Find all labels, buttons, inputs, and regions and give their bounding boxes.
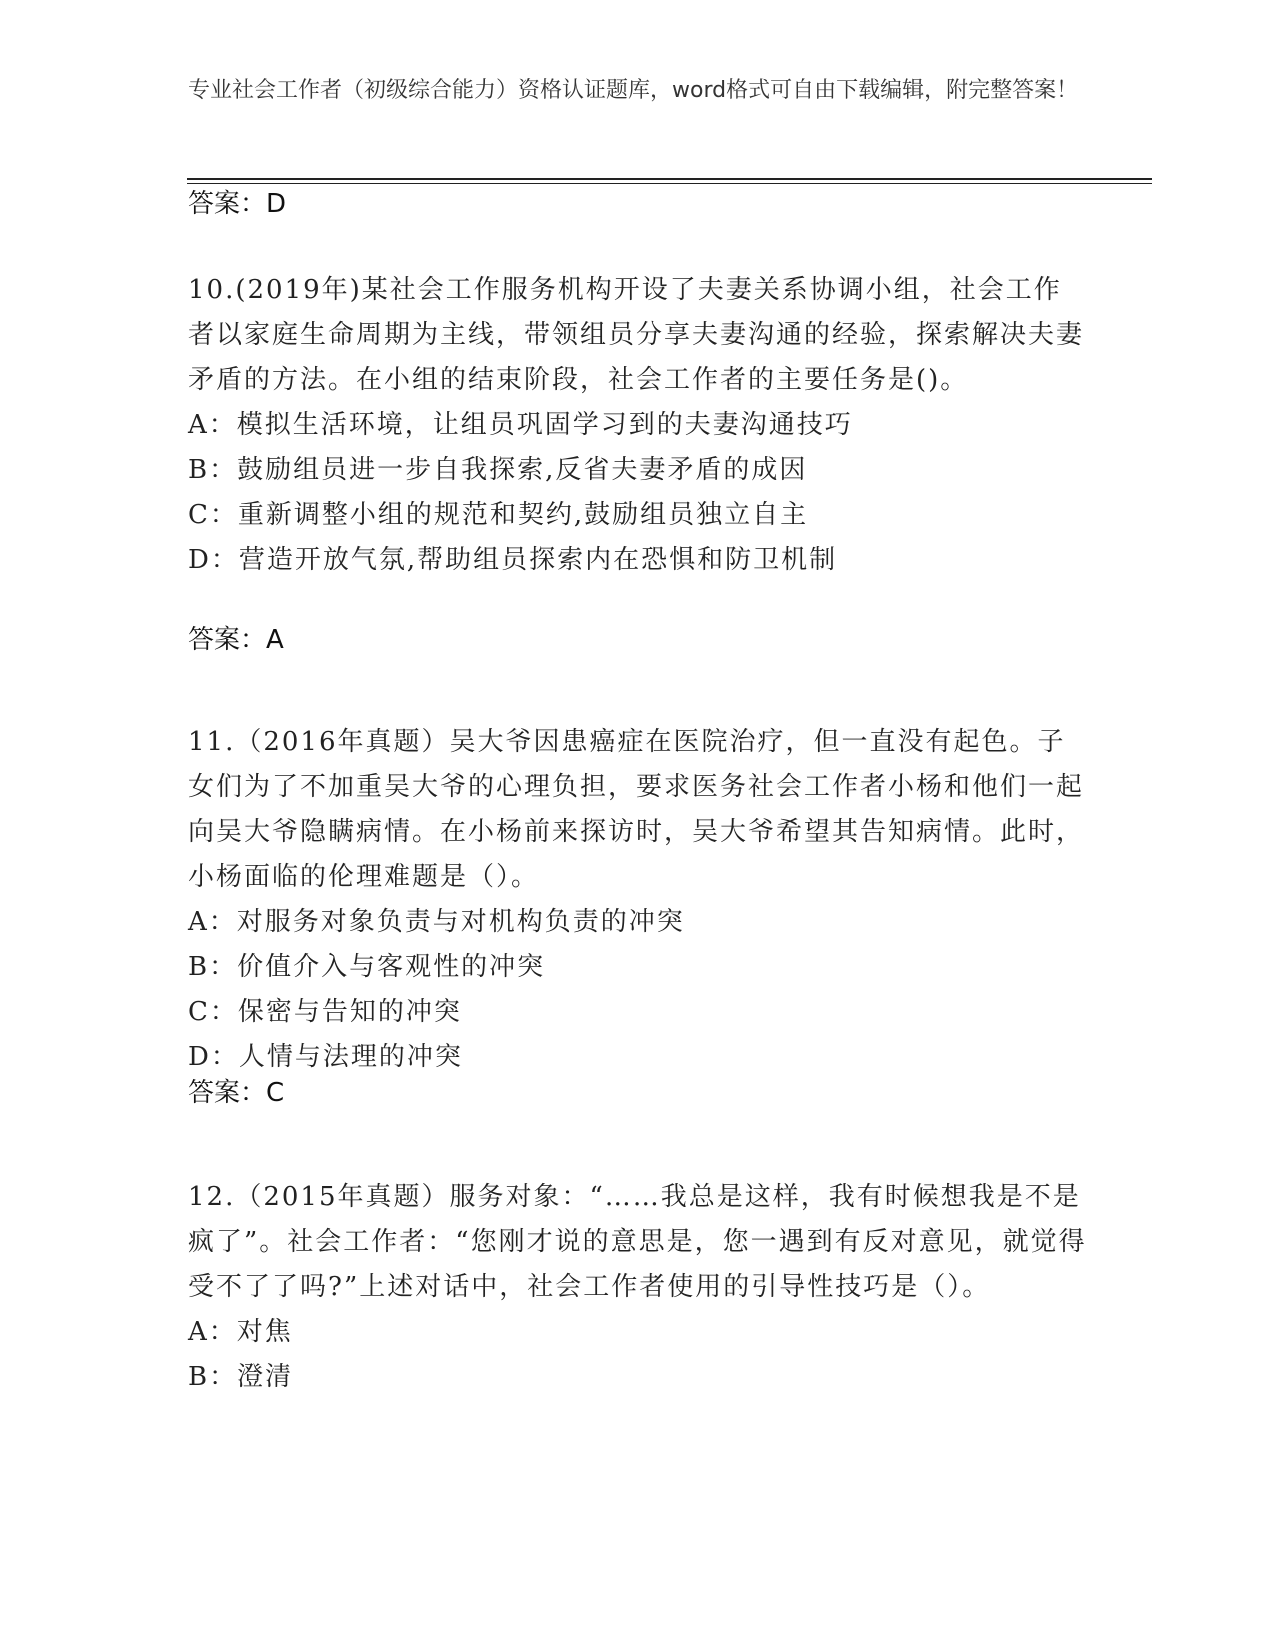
option-list [188, 1310, 1088, 1400]
option-b: B：价值介入与客观性的冲突 [188, 952, 546, 982]
option-a: A：模拟生活环境，让组员巩固学习到的夫妻沟通技巧 [188, 410, 853, 440]
option-d: D：营造开放气氛,帮助组员探索内在恐惧和防卫机制 [188, 545, 838, 575]
option-c: C：重新调整小组的规范和契约,鼓励组员独立自主 [188, 500, 809, 530]
option-c: C：保密与告知的冲突 [188, 997, 462, 1027]
answer-10: 答案：A [188, 625, 284, 655]
option-list [188, 403, 1088, 583]
option-list [188, 900, 1088, 1080]
option-b: B：鼓励组员进一步自我探索,反省夫妻矛盾的成因 [188, 455, 808, 485]
question-stem: 12.（2015年真题）服务对象：“……我总是这样，我有时候想我是不是疯了”。社会工作者：“您刚才说的意思是，您一遇到有反对意见，就觉得受不了了吗?”上述对话中，社会工作者使用的引导性技巧是（）。 [188, 1182, 1087, 1302]
option-b: B：澄清 [188, 1362, 294, 1392]
option-d: D：人情与法理的冲突 [188, 1042, 463, 1072]
option-a: A：对服务对象负责与对机构负责的冲突 [188, 907, 685, 937]
question-12 [188, 1175, 1088, 1400]
option-a: A：对焦 [188, 1317, 293, 1347]
question-stem: 11.（2016年真题）吴大爷因患癌症在医院治疗，但一直没有起色。子女们为了不加重吴大爷的心理负担，要求医务社会工作者小杨和他们一起向吴大爷隐瞒病情。在小杨前来探访时，吴大爷希望其告知病情。此时，小杨面临的伦理难题是（）。 [188, 727, 1085, 892]
question-11 [188, 720, 1088, 1080]
previous-answer: 答案：D [188, 189, 287, 219]
question-10 [188, 268, 1088, 583]
page-header: 专业社会工作者（初级综合能力）资格认证题库，word格式可自由下载编辑，附完整答案！ [188, 78, 1079, 103]
answer-11: 答案：C [188, 1078, 285, 1108]
header-divider [187, 178, 1152, 180]
header-divider-thin [187, 183, 1152, 184]
question-stem: 10.(2019年)某社会工作服务机构开设了夫妻关系协调小组，社会工作者以家庭生命周期为主线，带领组员分享夫妻沟通的经验，探索解决夫妻矛盾的方法。在小组的结束阶段，社会工作者的主要任务是()。 [188, 275, 1085, 395]
